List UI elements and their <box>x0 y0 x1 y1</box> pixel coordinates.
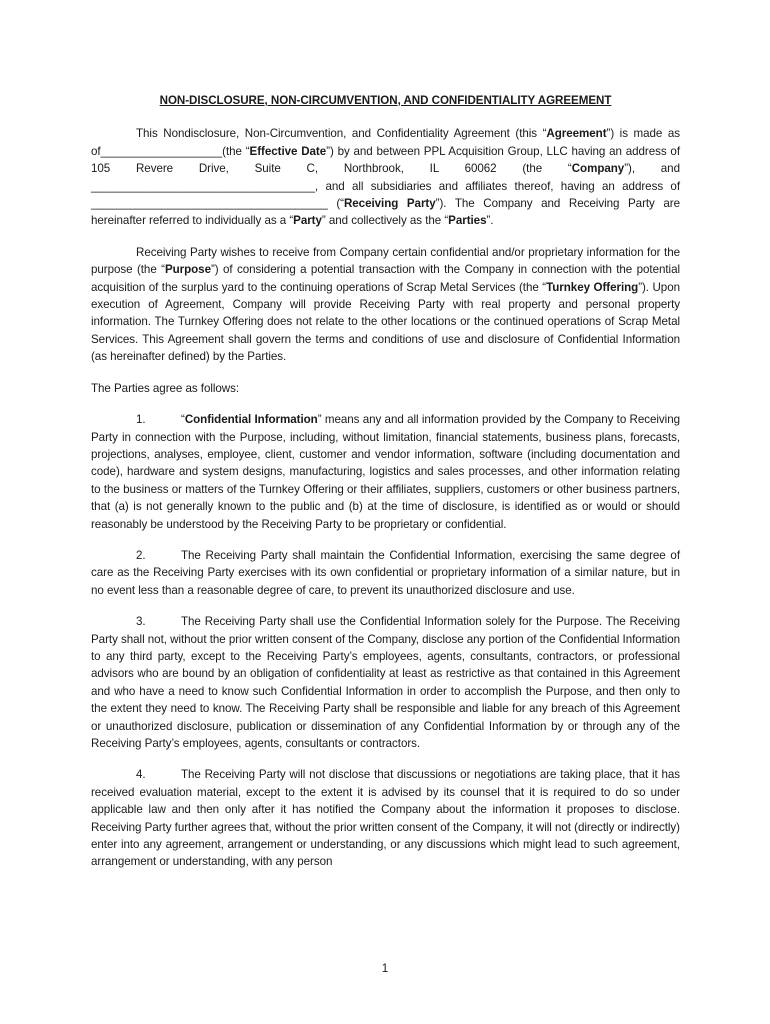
purpose-paragraph: Receiving Party wishes to receive from Company certain confidential and/or proprietary information for the purpose (the “Purpose”) of considering a potential transaction with the Company in connection with the potential acquisition of the surplus yard to the continuing operations of Scrap Metal Services (the “Turnkey Offering”). Upon execution of Agreement, Company will provide Receiving Party with real property and personal property information. The Turnkey Offering does not relate to the other locations or the continued operations of Scrap Metal Services. This Agreement shall govern the terms and conditions of use and disclosure of Confidential Information (as hereinafter defined) by the Parties. <box>91 245 681 364</box>
document-page <box>91 92 680 871</box>
document-title: NON-DISCLOSURE, NON-CIRCUMVENTION, AND CONFIDENTIALITY AGREEMENT <box>159 94 612 107</box>
section-4: 4. The Receiving Party will not disclose that discussions or negotiations are taking place, that it has received evaluation material, except to the extent it is advised by its counsel that it is required to do so under applicable law and then only after it has notified the Company about the information it proposes to disclose. Receiving Party further agrees that, without the prior written consent of the Company, it will not (directly or indirectly) enter into any agreement, arrangement or understanding, or any discussions which might lead to such agreement, arrangement or understanding, with any person <box>91 768 680 869</box>
agree-paragraph: The Parties agree as follows: <box>91 381 240 395</box>
section-1: 1. “Confidential Information” means any and all information provided by the Company to Receiving Party in connection with the Purpose, including, without limitation, financial statements, business plans, forecasts, projections, analyses, employee, client, customer and vendor information, software (including documentation and code), hardware and system designs, manufacturing, logistics and sales processes, and other information relating to the business or matters of the Turnkey Offering or their affiliates, suppliers, customers or other business partners, that (a) is not generally known to the public and (b) at the time of disclosure, is identified as or would or should reasonably be understood by the Receiving Party to be proprietary or confidential. <box>91 413 680 531</box>
section-3: 3. The Receiving Party shall use the Confidential Information solely for the Purpose. The Receiving Party shall not, without the prior written consent of the Company, disclose any portion of the Confidential Information to any third party, except to the Receiving Party’s employees, agents, consultants, contractors, or professional advisors who are bound by an obligation of confidentiality at least as restrictive as that contained in this Agreement and who have a need to know such Confidential Information in order to accomplish the Purpose, and then only to the extent they need to know. The Receiving Party shall be responsible and liable for any breach of this Agreement or unauthorized disclosure, publication or dissemination of any Confidential Information by or through any of the Receiving Party’s employees, agents, consultants or contractors. <box>91 615 680 750</box>
section-number: 1. <box>136 413 146 427</box>
section-number: 2. <box>136 548 146 562</box>
section-2: 2. The Receiving Party shall maintain the Confidential Information, exercising the same degree of care as the Receiving Party exercises with its own confidential or proprietary information of a similar nature, but in no event less than a reasonable degree of care, to prevent its unauthorized disclosure and use. <box>91 548 680 597</box>
section-number: 3. <box>136 615 146 629</box>
intro-paragraph: This Nondisclosure, Non-Circumvention, and Confidentiality Agreement (this “Agreement”) is made as of___________________(the “Effective Date”) by and between PPL Acquisition Group, LLC having an address of 105 Revere Drive, Suite C, Northbrook, IL 60062 (the “Company”), and ___________________________________, and all subsidiaries and affiliates thereof, having an address of _____________________________________ (“Receiving Party”). The Company and Receiving Party are hereinafter referred to individually as a “Party” and collectively as the “Parties”. <box>91 127 681 228</box>
section-number: 4. <box>136 768 146 782</box>
page-number: 1 <box>381 962 389 975</box>
